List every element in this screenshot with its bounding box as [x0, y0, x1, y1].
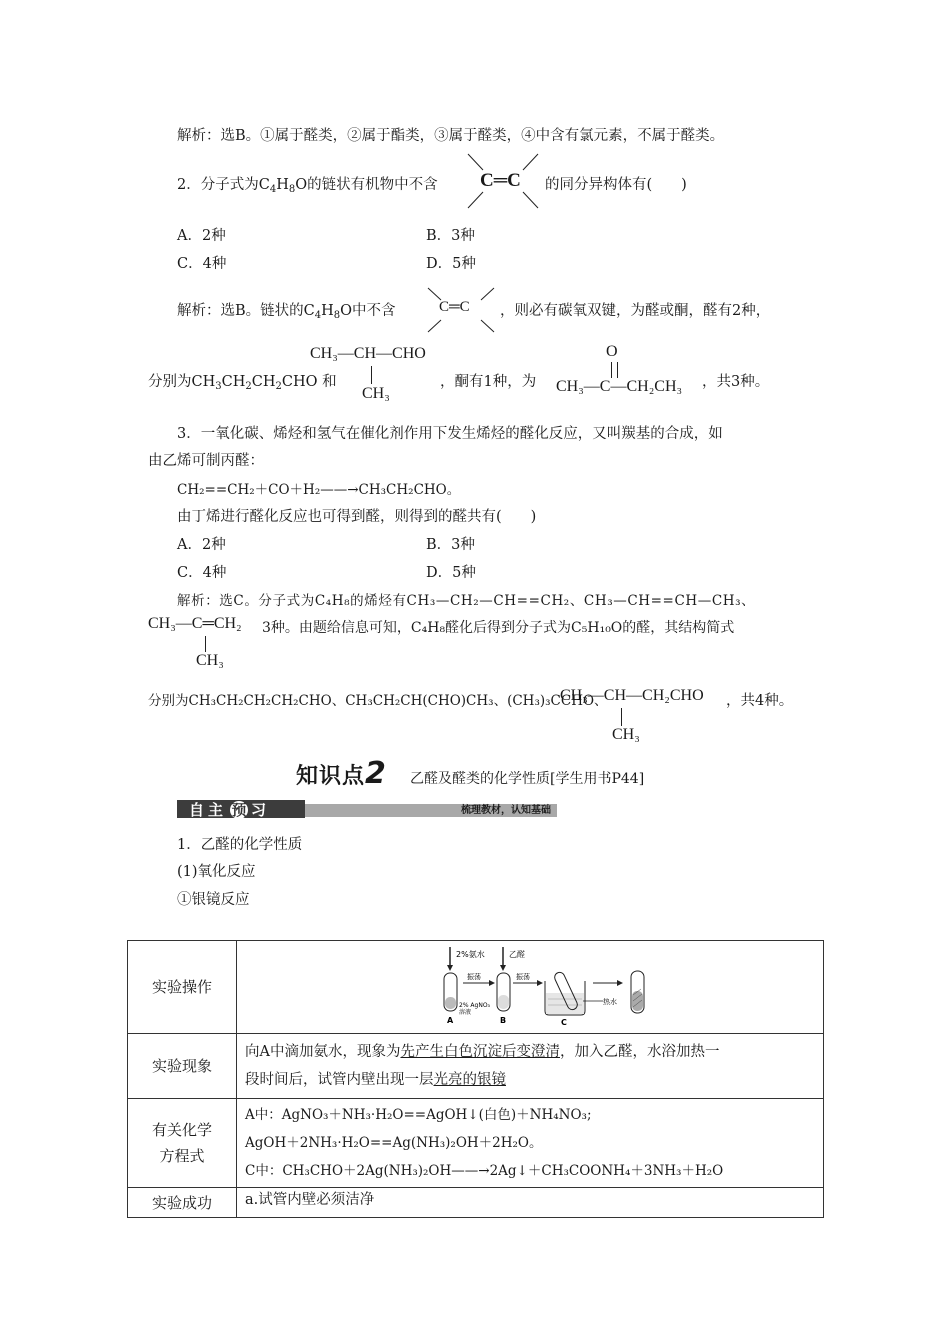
item-3: ①银镜反应 — [177, 892, 250, 908]
answer-2-suffix: ，则必有碳氧双键，为醛或酮，醛有2种， — [500, 303, 771, 319]
equation-3: C中：CH₃CHO＋2Ag(NH₃)₂OH——→2Ag↓＋CH₃COONH₄＋3NH₃＋H₂O — [245, 1163, 724, 1179]
table-row — [128, 1099, 824, 1188]
cc-label: C═C — [480, 170, 521, 191]
equation-1: A中：AgNO₃＋NH₃·H₂O==AgOH↓(白色)＋NH₄NO₃; — [245, 1107, 592, 1123]
answer-blank: 光亮的银镜 — [433, 1072, 506, 1088]
aldehyde2-branch-bond — [621, 708, 622, 726]
experiment-table — [127, 940, 824, 1218]
agno3-label: 2% AgNO₃ — [459, 1002, 490, 1009]
tube-b-label: B — [500, 1016, 507, 1025]
cc-label-2: C═C — [439, 299, 470, 315]
shake-label-1: 振荡 — [467, 973, 481, 981]
section-title: 知识点2 — [296, 756, 387, 791]
ketone-oxygen: O — [606, 343, 618, 360]
silver-mirror-diagram — [245, 945, 815, 1029]
answer-2-end: ，共3种。 — [702, 374, 770, 390]
branched-aldehyde-bottom: CH₃ — [362, 385, 390, 402]
option-d: D．5种 — [426, 256, 476, 272]
hot-water-label: 热水 — [603, 998, 617, 1006]
branched-alkene-top: CH₃—C═CH₂ — [148, 615, 242, 632]
branch-bond — [371, 366, 372, 384]
alkene-branch-bond — [205, 636, 206, 652]
branched-aldehyde-top: CH₃—CH—CHO — [310, 345, 426, 362]
answer-2: 解析：选B。链状的$C_4H_8O$中不含 — [177, 303, 396, 321]
answer-3-line1: 解析：选C。分子式为C₄H₈的烯烃有CH₃—CH₂—CH==CH₂、CH₃—CH==CH—CH₃、 — [177, 593, 756, 609]
row-label: 实验成功 — [128, 1188, 237, 1218]
option-d-3: D．5种 — [426, 565, 476, 581]
table-row — [128, 941, 824, 1034]
option-c: C．4种 — [177, 256, 227, 272]
section-subtitle: 乙醛及醛类的化学性质[学生用书P44] — [410, 771, 645, 787]
option-a-3: A．2种 — [177, 537, 226, 553]
branched-aldehyde2-bottom: CH₃ — [612, 726, 640, 743]
item-1: 1．乙醛的化学性质 — [177, 837, 303, 853]
answer-1: 解析：选B。①属于醛类，②属于酯类，③属于醛类，④中含有氯元素，不属于醛类。 — [177, 128, 725, 144]
observation-cell: 向A中滴加氨水，现象为先产生白色沉淀后变澄清，加入乙醛，水浴加热一 段时间后，试管内壁出现一层光亮的银镜 — [237, 1034, 824, 1099]
banner-title: 自主 预 习 — [189, 801, 271, 819]
equations-cell — [237, 1099, 824, 1188]
question-2-suffix: 的同分异构体有( ) — [545, 177, 687, 193]
shake-label-2: 振荡 — [516, 973, 530, 981]
option-c-3: C．4种 — [177, 565, 227, 581]
equation-2: AgOH＋2NH₃·H₂O==Ag(NH₃)₂OH＋2H₂O。 — [245, 1135, 543, 1151]
row-label: 有关化学 方程式 — [128, 1099, 237, 1188]
answer-2-line2: 分别为$CH_3CH_2CH_2CHO$ 和 — [148, 374, 337, 392]
reagent-ammonia-label: 2%氨水 — [456, 950, 485, 959]
branched-aldehyde2-top: CH₃—CH—CH₂CHO — [560, 687, 704, 704]
success-cell: a.试管内壁必须洁净 — [237, 1188, 824, 1218]
option-b-3: B．3种 — [426, 537, 475, 553]
question-3-line3: 由丁烯进行醛化反应也可得到醛，则得到的醛共有( ) — [177, 509, 537, 525]
answer-3-line3: 分别为CH₃CH₂CH₂CH₂CHO、CH₃CH₂CH(CHO)CH₃、(CH₃)₃CCHO、 — [148, 693, 608, 709]
answer-3-line2: 3种。由题给信息可知，C₄H₈醛化后得到分子式为C₅H₁₀O的醛，其结构简式 — [262, 620, 735, 636]
tube-a-label: A — [447, 1016, 454, 1025]
question-3-line2: 由乙烯可制丙醛： — [148, 453, 264, 469]
question-2: 2．分子式为$C_4H_8O$的链状有机物中不含 — [177, 177, 438, 195]
preview-banner — [177, 800, 557, 818]
table-row — [128, 1188, 824, 1218]
row-label: 实验现象 — [128, 1034, 237, 1099]
reagent-acetaldehyde-label: 乙醛 — [509, 950, 525, 959]
option-a: A．2种 — [177, 228, 226, 244]
item-2: (1)氧化反应 — [177, 864, 256, 880]
experiment-diagram-cell — [237, 941, 824, 1034]
question-3-equation: CH₂==CH₂＋CO＋H₂——→CH₃CH₂CHO。 — [177, 482, 461, 498]
option-b: B．3种 — [426, 228, 475, 244]
answer-3-end: ，共4种。 — [726, 693, 794, 709]
solution-label: 溶液 — [459, 1009, 472, 1016]
answer-blank: 先产生白色沉淀后变澄清 — [400, 1044, 560, 1060]
beaker-c-label: C — [561, 1018, 567, 1027]
ketone-text: ，酮有1种，为 — [440, 374, 537, 390]
table-row — [128, 1034, 824, 1099]
carbonyl-bond — [611, 362, 618, 378]
branched-alkene-bottom: CH₃ — [196, 652, 224, 669]
question-3-line1: 3．一氧化碳、烯烃和氢气在催化剂作用下发生烯烃的醛化反应，又叫羰基的合成，如 — [177, 426, 723, 442]
ketone-chain: CH₃—C—CH₂CH₃ — [556, 378, 683, 395]
row-label: 实验操作 — [128, 941, 237, 1034]
banner-slogan: 梳理教材，认知基础 — [461, 805, 551, 816]
